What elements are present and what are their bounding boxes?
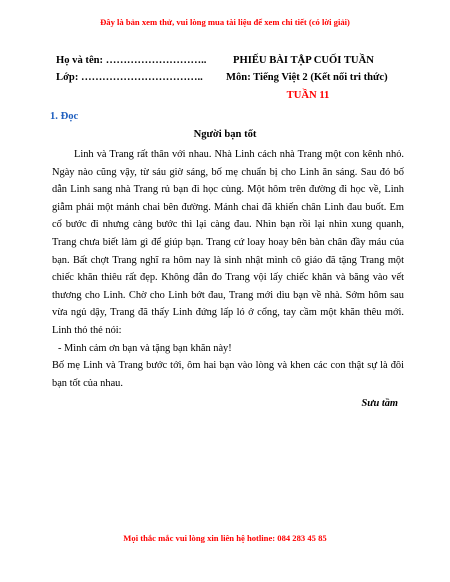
worksheet-title: PHIẾU BÀI TẬP CUỐI TUẦN (233, 55, 374, 66)
class-field: Lớp: …………………………….. (56, 72, 203, 83)
story-paragraph: Bố mẹ Linh và Trang bước tới, ôm hai bạn vào lòng và khen các con thật sự là đôi bạn tốt của nhau. (52, 360, 404, 389)
story-title: Người bạn tốt (193, 129, 257, 140)
story-dialogue: - Mình cảm ơn bạn và tặng bạn khăn này! (58, 342, 232, 354)
story-body (52, 146, 404, 392)
subject-label: Môn: Tiếng Việt 2 (Kết nối tri thức) (226, 72, 388, 83)
story-paragraph: Linh và Trang rất thân với nhau. Nhà Linh cách nhà Trang một con kênh nhỏ. Ngày nào cũng vậy, từ sáu giờ sáng, bố mẹ chuẩn bị cho Linh ăn sáng. Sau đó bố dẫn Linh sang nhà Trang rủ bạn đi học cùng. Một hôm trên đường đi học về, Linh giẫm phải một mảnh chai bên đường. Mảnh chai đã khiến chân Linh đau buốt. Em cố bước đi nhưng càng bước thì lại càng đau. Nhìn bạn rồi lại nhìn xung quanh, Trang chưa biết làm gì để giúp bạn. Trang cứ loay hoay bên bàn chân đầy máu của bạn. Bất chợt Trang nghĩ ra hôm nay là sinh nhật mình cô giáo đã tặng Trang một chiếc khăn thiêu rất đẹp. Không đắn đo Trang vội lấy chiếc khăn và băng vào vết thương cho Linh. Chờ cho Linh bớt đau, Trang mới dìu bạn về nhà. Sớm hôm sau vừa ngủ dậy, Trang đã thấy Linh đứng lấp ló ở cổng, tay cầm một khăn thêu mới. Linh thỏ thẻ nói: (52, 149, 404, 336)
student-name-field: Họ và tên: ……………………….. (56, 55, 207, 66)
preview-notice-banner: Đây là bản xem thử, vui lòng mua tài liệu để xem chi tiết (có lời giải) (100, 17, 350, 27)
section-heading: 1. Đọc (50, 111, 79, 122)
week-label: TUẦN 11 (286, 90, 330, 101)
source-credit: Sưu tầm (361, 398, 398, 409)
hotline-footer: Mọi thắc mắc vui lòng xin liên hệ hotline: 084 283 45 85 (123, 533, 327, 543)
